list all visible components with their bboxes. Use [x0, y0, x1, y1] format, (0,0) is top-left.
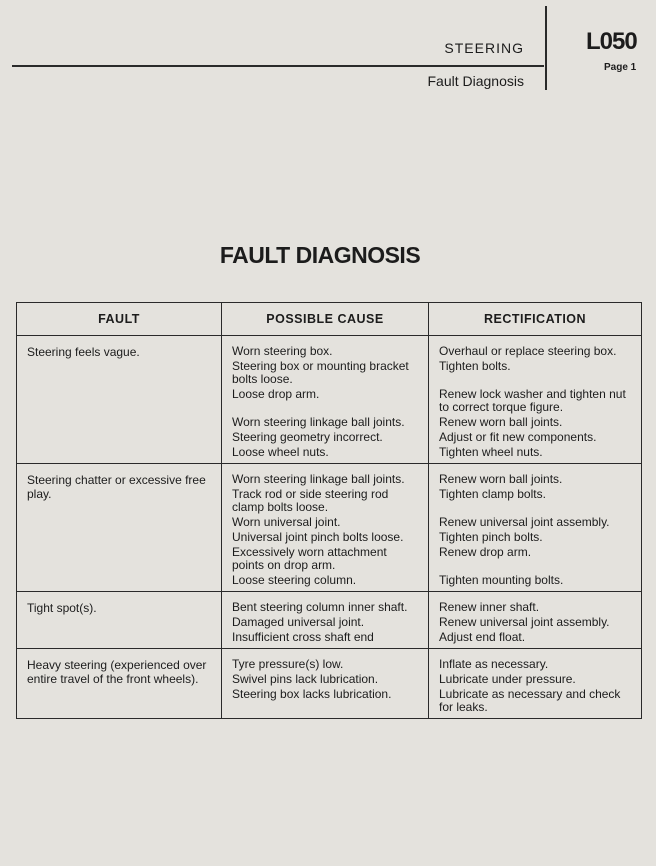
cause-item: Steering box lacks lubrication. [232, 687, 392, 701]
rectification-item: Adjust or fit new components. [439, 430, 597, 444]
fault-cell: Tight spot(s). [17, 592, 222, 649]
table-row [17, 649, 642, 719]
cause-item: Steering box or mounting bracket bolts loose. [232, 359, 409, 386]
cause-item: Tyre pressure(s) low. [232, 657, 344, 671]
column-header-fault: FAULT [17, 303, 222, 336]
rectification-item: Renew lock washer and tighten nut to correct torque figure. [439, 387, 626, 414]
section-title: STEERING [444, 40, 524, 56]
fault-cell: Steering feels vague. [17, 336, 222, 464]
cause-item: Loose drop arm. [232, 387, 320, 401]
column-header-cause: POSSIBLE CAUSE [222, 303, 429, 336]
rectification-cell [429, 649, 642, 719]
rectification-item: Renew universal joint assembly. [439, 615, 610, 629]
cause-cell [222, 336, 429, 464]
cause-item: Excessively worn attachment points on drop arm. [232, 545, 387, 572]
document-code: L050 [586, 28, 637, 55]
subsection-title: Fault Diagnosis [427, 73, 524, 89]
cause-item: Swivel pins lack lubrication. [232, 672, 379, 686]
rectification-item: Renew worn ball joints. [439, 472, 563, 486]
rectification-item: Tighten clamp bolts. [439, 487, 546, 501]
rectification-item: Lubricate under pressure. [439, 672, 576, 686]
cause-item: Loose steering column. [232, 573, 357, 587]
cause-item: Worn universal joint. [232, 515, 341, 529]
cause-item: Universal joint pinch bolts loose. [232, 530, 404, 544]
rectification-item: Tighten bolts. [439, 359, 511, 373]
rectification-item: Tighten wheel nuts. [439, 445, 543, 459]
cause-item: Worn steering box. [232, 344, 333, 358]
cause-item: Loose wheel nuts. [232, 445, 329, 459]
cause-item: Worn steering linkage ball joints. [232, 415, 405, 429]
cause-item: Worn steering linkage ball joints. [232, 472, 405, 486]
rectification-item: Lubricate as necessary and check for leaks. [439, 687, 621, 714]
rectification-item: Renew inner shaft. [439, 600, 540, 614]
header-divider [545, 6, 547, 90]
cause-cell [222, 649, 429, 719]
header-rule [12, 65, 544, 67]
column-header-rectification: RECTIFICATION [429, 303, 642, 336]
rectification-item: Inflate as necessary. [439, 657, 549, 671]
table-header-row [17, 303, 642, 336]
rectification-cell [429, 464, 642, 592]
page-title [0, 242, 656, 269]
page-number: Page 1 [604, 62, 637, 73]
cause-cell [222, 592, 429, 649]
rectification-item: Adjust end float. [439, 630, 526, 644]
rectification-item: Renew worn ball joints. [439, 415, 563, 429]
table-body [17, 336, 642, 719]
cause-item: Bent steering column inner shaft. [232, 600, 408, 614]
fault-cell: Steering chatter or excessive free play. [17, 464, 222, 592]
table-row [17, 592, 642, 649]
fault-cell: Heavy steering (experienced over entire travel of the front wheels). [17, 649, 222, 719]
cause-item: Damaged universal joint. [232, 615, 365, 629]
cause-item: Insufficient cross shaft end [232, 630, 374, 644]
table-row [17, 464, 642, 592]
rectification-item: Overhaul or replace steering box. [439, 344, 617, 358]
rectification-item: Renew drop arm. [439, 545, 532, 559]
cause-item: Track rod or side steering rod clamp bolts loose. [232, 487, 389, 514]
rectification-item: Tighten mounting bolts. [439, 573, 564, 587]
fault-diagnosis-table [16, 302, 642, 719]
page-title-text: FAULT DIAGNOSIS [219, 242, 421, 268]
cause-cell [222, 464, 429, 592]
rectification-cell [429, 336, 642, 464]
rectification-cell [429, 592, 642, 649]
rectification-item: Tighten pinch bolts. [439, 530, 543, 544]
table-row [17, 336, 642, 464]
cause-item: Steering geometry incorrect. [232, 430, 383, 444]
rectification-item: Renew universal joint assembly. [439, 515, 610, 529]
